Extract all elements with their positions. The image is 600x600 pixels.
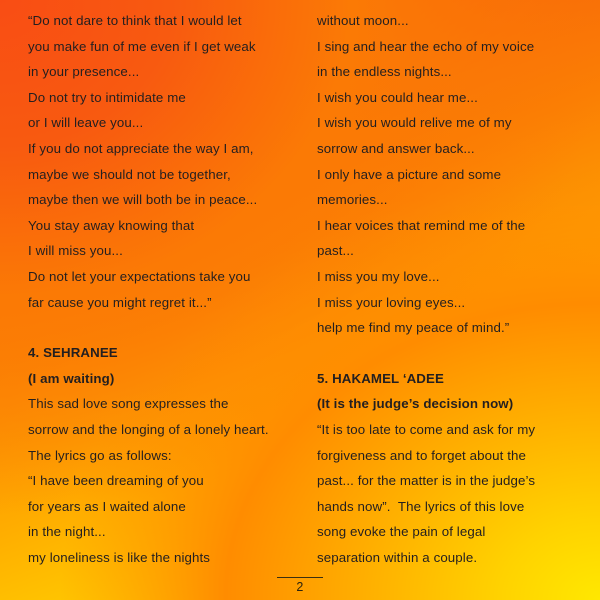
body-text-line: help me find my peace of mind.” bbox=[317, 320, 510, 336]
body-text-line: I hear voices that remind me of the bbox=[317, 217, 526, 233]
body-text-line: or I will leave you... bbox=[28, 115, 144, 131]
body-text-line: This sad love song expresses the bbox=[28, 396, 229, 412]
body-text-line: in the endless nights... bbox=[317, 64, 452, 80]
body-text-line: far cause you might regret it...” bbox=[28, 294, 212, 310]
body-text-line: I will miss you... bbox=[28, 243, 123, 259]
left-column bbox=[28, 8, 285, 566]
body-text-line: past... for the matter is in the judge’s bbox=[317, 473, 536, 489]
section-heading-line: (It is the judge’s decision now) bbox=[317, 396, 514, 412]
body-text-line: in your presence... bbox=[28, 64, 140, 80]
section-heading-line: 4. SEHRANEE bbox=[28, 345, 118, 361]
body-text-line: If you do not appreciate the way I am, bbox=[28, 140, 254, 156]
body-text-line: maybe we should not be together, bbox=[28, 166, 231, 182]
right-column bbox=[317, 8, 574, 566]
body-text-line: in the night... bbox=[28, 524, 106, 540]
paragraph-spacer bbox=[28, 315, 285, 340]
paragraph-spacer bbox=[317, 341, 574, 366]
body-text-line: The lyrics go as follows: bbox=[28, 447, 172, 463]
body-text-line: you make fun of me even if I get weak bbox=[28, 38, 256, 54]
body-text-line: sorrow and answer back... bbox=[317, 140, 475, 156]
body-text-line: You stay away knowing that bbox=[28, 217, 195, 233]
footer-divider bbox=[277, 577, 323, 579]
body-text-line: maybe then we will both be in peace... bbox=[28, 192, 258, 208]
body-text-line: my loneliness is like the nights bbox=[28, 549, 211, 565]
body-text-line: I miss you my love... bbox=[317, 268, 440, 284]
body-text-line: Do not let your expectations take you bbox=[28, 268, 251, 284]
body-text-line: I miss your loving eyes... bbox=[317, 294, 466, 310]
body-text-line: separation within a couple. bbox=[317, 549, 478, 565]
page-footer bbox=[0, 577, 600, 595]
body-text-line: I wish you could hear me... bbox=[317, 89, 478, 105]
body-text-line: “Do not dare to think that I would let bbox=[28, 13, 242, 28]
body-text-line: I sing and hear the echo of my voice bbox=[317, 38, 535, 54]
page-number: 2 bbox=[296, 580, 304, 594]
body-text-line: I only have a picture and some bbox=[317, 166, 502, 182]
body-text-line: “It is too late to come and ask for my bbox=[317, 421, 536, 437]
body-text-line: forgiveness and to forget about the bbox=[317, 447, 527, 463]
body-text-line: without moon... bbox=[317, 13, 409, 28]
body-text-line: hands now”. The lyrics of this love bbox=[317, 498, 525, 514]
body-text-line: memories... bbox=[317, 192, 388, 208]
body-text-line: for years as I waited alone bbox=[28, 498, 186, 514]
body-text-line: past... bbox=[317, 243, 354, 259]
body-text-line: sorrow and the longing of a lonely heart. bbox=[28, 421, 269, 437]
section-heading-line: (I am waiting) bbox=[28, 370, 115, 386]
two-column-text-body bbox=[0, 8, 600, 566]
section-heading-line: 5. HAKAMEL ‘ADEE bbox=[317, 370, 444, 386]
body-text-line: “I have been dreaming of you bbox=[28, 473, 204, 489]
body-text-line: song evoke the pain of legal bbox=[317, 524, 486, 540]
body-text-line: Do not try to intimidate me bbox=[28, 89, 186, 105]
body-text-line: I wish you would relive me of my bbox=[317, 115, 512, 131]
